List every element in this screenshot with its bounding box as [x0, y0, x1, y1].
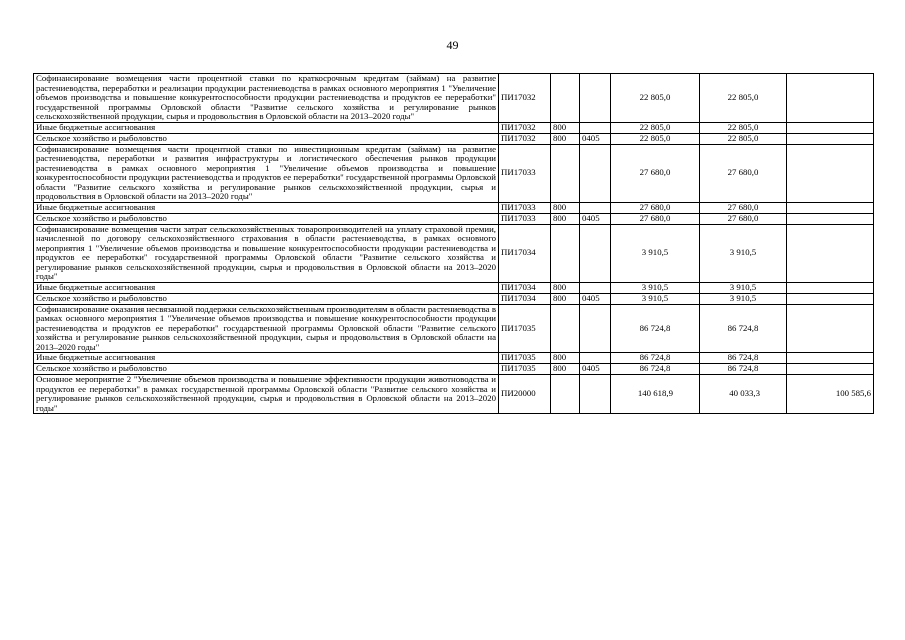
row-vr-cell: 800 — [551, 202, 580, 213]
row-code-cell: ПИ17032 — [499, 122, 551, 133]
row-rzpr-cell — [580, 144, 611, 202]
table-row — [34, 74, 874, 123]
table-row — [34, 304, 874, 353]
row-rzpr-cell — [580, 122, 611, 133]
row-vr-cell — [551, 74, 580, 123]
row-rzpr-cell — [580, 282, 611, 293]
row-value2-cell: 22 805,0 — [700, 122, 787, 133]
row-rzpr-cell: 0405 — [580, 133, 611, 144]
page-number: 49 — [446, 38, 459, 52]
row-name-cell: Софинансирование возмещения части затрат сельскохозяйственных товаропроизводителей на уплату страховой премии, начисленной по договору сельскохозяйственного страхования в области растениеводства, в рамках основного мероприятия 1 "Увеличение объемов производства и повышение конкурентоспособности продукции растениеводства и продуктов ее переработки" государственной программы Орловской области "Развитие сельского хозяйства и регулирование рынков сельскохозяйственной продукции, сырья и продовольствия в Орловской области на 2013–2020 годы" — [34, 224, 499, 282]
row-rzpr-cell — [580, 353, 611, 364]
row-name-cell: Иные бюджетные ассигнования — [34, 282, 499, 293]
row-value1-cell: 140 618,9 — [611, 375, 700, 414]
row-vr-cell: 800 — [551, 353, 580, 364]
row-value2-cell: 22 805,0 — [700, 74, 787, 123]
row-value1-cell: 3 910,5 — [611, 282, 700, 293]
row-code-cell: ПИ17034 — [499, 282, 551, 293]
table-body — [34, 74, 874, 414]
row-value3-cell — [787, 353, 874, 364]
row-code-cell: ПИ17033 — [499, 144, 551, 202]
row-value3-cell — [787, 304, 874, 353]
row-code-cell: ПИ17033 — [499, 202, 551, 213]
table-row — [34, 364, 874, 375]
row-rzpr-cell — [580, 224, 611, 282]
row-value1-cell: 22 805,0 — [611, 133, 700, 144]
row-value2-cell: 27 680,0 — [700, 202, 787, 213]
row-vr-cell: 800 — [551, 282, 580, 293]
row-value3-cell — [787, 293, 874, 304]
row-vr-cell: 800 — [551, 364, 580, 375]
row-value2-cell: 86 724,8 — [700, 364, 787, 375]
row-value3-cell — [787, 74, 874, 123]
table-row — [34, 133, 874, 144]
row-value3-cell — [787, 224, 874, 282]
row-value1-cell: 27 680,0 — [611, 144, 700, 202]
table-row — [34, 202, 874, 213]
row-rzpr-cell: 0405 — [580, 364, 611, 375]
row-value3-cell — [787, 213, 874, 224]
row-value2-cell: 22 805,0 — [700, 133, 787, 144]
row-vr-cell: 800 — [551, 213, 580, 224]
row-value1-cell: 27 680,0 — [611, 213, 700, 224]
row-rzpr-cell — [580, 375, 611, 414]
row-name-cell: Софинансирование оказания несвязанной поддержки сельскохозяйственным производителям в области растениеводства в рамках основного мероприятия 1 "Увеличение объемов производства и повышение конкурентоспособности продукции растениеводства и продуктов ее переработки" государственной программы Орловской области "Развитие сельского хозяйства и регулирование рынков сельскохозяйственной продукции, сырья и продовольствия в Орловской области на 2013–2020 годы" — [34, 304, 499, 353]
table-row — [34, 213, 874, 224]
row-code-cell: ПИ17035 — [499, 304, 551, 353]
row-rzpr-cell — [580, 74, 611, 123]
row-value3-cell: 100 585,6 — [787, 375, 874, 414]
row-name-cell: Сельское хозяйство и рыболовство — [34, 364, 499, 375]
budget-table — [33, 73, 874, 414]
row-rzpr-cell — [580, 202, 611, 213]
row-value3-cell — [787, 202, 874, 213]
table-row — [34, 224, 874, 282]
row-vr-cell: 800 — [551, 133, 580, 144]
row-name-cell: Иные бюджетные ассигнования — [34, 122, 499, 133]
row-code-cell: ПИ17035 — [499, 364, 551, 375]
row-code-cell: ПИ17034 — [499, 224, 551, 282]
row-name-cell: Софинансирование возмещения части процентной ставки по краткосрочным кредитам (займам) на развитие растениеводства, переработки и реализации продукции растениеводства в рамках основного мероприятия 1 "Увеличение объемов производства и повышение конкурентоспособности продукции растениеводства и продуктов ее переработки" государственной программы Орловской области "Развитие сельского хозяйства и регулирование рынков сельскохозяйственной продукции, сырья и продовольствия в Орловской области на 2013–2020 годы" — [34, 74, 499, 123]
row-vr-cell — [551, 375, 580, 414]
table-row — [34, 144, 874, 202]
row-name-cell: Основное мероприятие 2 "Увеличение объемов производства и повышение эффективности продукции животноводства и продуктов ее переработки" в рамках государственной программы Орловской области "Развитие сельского хозяйства и регулирование рынков сельскохозяйственной продукции, сырья и продовольствия в Орловской области на 2013–2020 годы" — [34, 375, 499, 414]
row-value2-cell: 40 033,3 — [700, 375, 787, 414]
row-value3-cell — [787, 282, 874, 293]
table-row — [34, 353, 874, 364]
row-value1-cell: 22 805,0 — [611, 74, 700, 123]
table-row — [34, 122, 874, 133]
row-value3-cell — [787, 122, 874, 133]
row-rzpr-cell: 0405 — [580, 293, 611, 304]
table-row — [34, 293, 874, 304]
row-value1-cell: 86 724,8 — [611, 364, 700, 375]
row-vr-cell: 800 — [551, 293, 580, 304]
row-value1-cell: 22 805,0 — [611, 122, 700, 133]
row-value1-cell: 3 910,5 — [611, 224, 700, 282]
row-code-cell: ПИ17032 — [499, 133, 551, 144]
row-name-cell: Софинансирование возмещения части процентной ставки по инвестиционным кредитам (займам) на развитие растениеводства, переработки и развития инфраструктуры и логистического обеспечения рынков продукции растениеводства в рамках основного мероприятия 1 "Увеличение объемов производства и повышение конкурентоспособности продукции растениеводства и продуктов ее переработки" государственной программы Орловской области "Развитие сельского хозяйства и регулирование рынков сельскохозяйственной продукции, сырья и продовольствия в Орловской области на 2013–2020 годы" — [34, 144, 499, 202]
row-code-cell: ПИ17033 — [499, 213, 551, 224]
row-vr-cell — [551, 224, 580, 282]
row-value1-cell: 27 680,0 — [611, 202, 700, 213]
row-name-cell: Иные бюджетные ассигнования — [34, 353, 499, 364]
row-value2-cell: 3 910,5 — [700, 293, 787, 304]
row-value3-cell — [787, 133, 874, 144]
row-value2-cell: 27 680,0 — [700, 144, 787, 202]
row-name-cell: Сельское хозяйство и рыболовство — [34, 213, 499, 224]
row-value2-cell: 86 724,8 — [700, 304, 787, 353]
row-value3-cell — [787, 144, 874, 202]
row-value1-cell: 86 724,8 — [611, 353, 700, 364]
row-code-cell: ПИ20000 — [499, 375, 551, 414]
table-row — [34, 375, 874, 414]
row-vr-cell — [551, 304, 580, 353]
row-name-cell: Сельское хозяйство и рыболовство — [34, 133, 499, 144]
row-value3-cell — [787, 364, 874, 375]
row-name-cell: Иные бюджетные ассигнования — [34, 202, 499, 213]
row-value1-cell: 86 724,8 — [611, 304, 700, 353]
row-code-cell: ПИ17035 — [499, 353, 551, 364]
row-value1-cell: 3 910,5 — [611, 293, 700, 304]
row-name-cell: Сельское хозяйство и рыболовство — [34, 293, 499, 304]
row-code-cell: ПИ17034 — [499, 293, 551, 304]
row-rzpr-cell — [580, 304, 611, 353]
row-vr-cell — [551, 144, 580, 202]
table-row — [34, 282, 874, 293]
row-code-cell: ПИ17032 — [499, 74, 551, 123]
row-rzpr-cell: 0405 — [580, 213, 611, 224]
row-value2-cell: 27 680,0 — [700, 213, 787, 224]
row-vr-cell: 800 — [551, 122, 580, 133]
row-value2-cell: 3 910,5 — [700, 282, 787, 293]
row-value2-cell: 86 724,8 — [700, 353, 787, 364]
row-value2-cell: 3 910,5 — [700, 224, 787, 282]
